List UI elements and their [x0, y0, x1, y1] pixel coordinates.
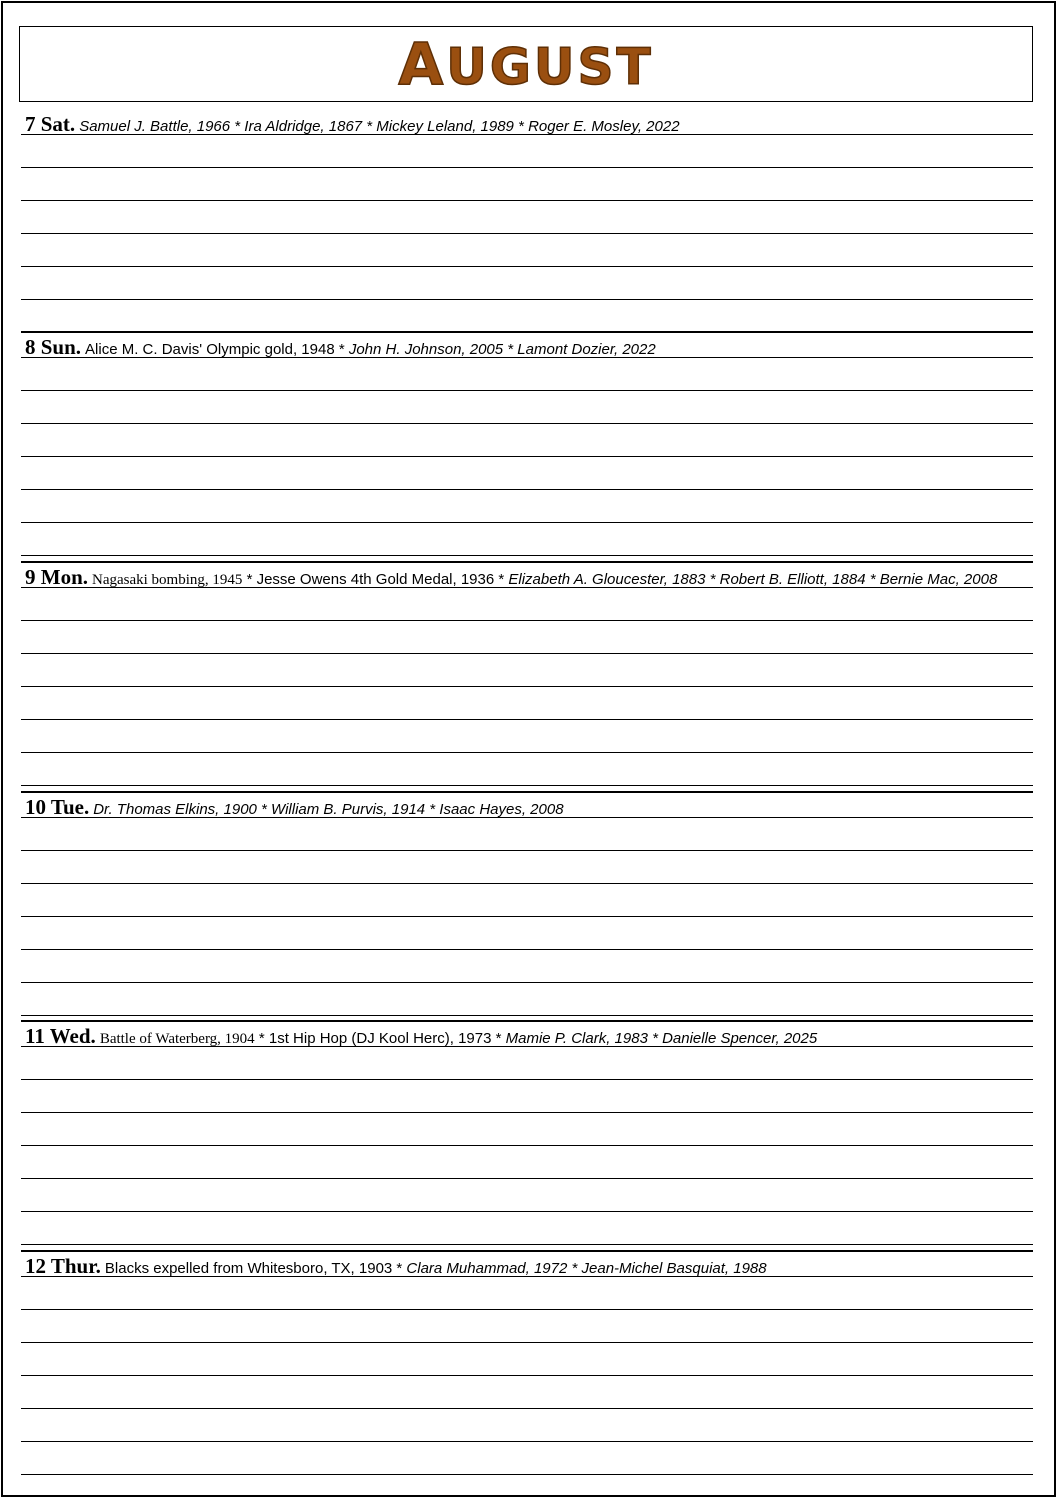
writing-line[interactable] — [21, 1079, 1033, 1080]
writing-line[interactable] — [21, 620, 1033, 621]
day-entry — [21, 1020, 1033, 1250]
event-text: * Jesse Owens 4th Gold Medal, 1936 * — [242, 571, 509, 588]
writing-line[interactable] — [21, 200, 1033, 201]
writing-line[interactable] — [21, 299, 1033, 300]
writing-line[interactable] — [21, 850, 1033, 851]
writing-line[interactable] — [21, 522, 1033, 523]
writing-line[interactable] — [21, 1112, 1033, 1113]
writing-line[interactable] — [21, 719, 1033, 720]
writing-line[interactable] — [21, 752, 1033, 753]
date-label: 10 Tue. — [25, 795, 90, 819]
writing-line[interactable] — [21, 1211, 1033, 1212]
month-header — [19, 26, 1033, 102]
date-label: 11 Wed. — [25, 1024, 96, 1048]
writing-line[interactable] — [21, 1408, 1033, 1409]
date-label: 9 Mon. — [25, 565, 88, 589]
event-text: * 1st Hip Hop (DJ Kool Herc), 1973 * — [254, 1030, 506, 1047]
date-label: 8 Sun. — [25, 335, 82, 359]
writing-line[interactable] — [21, 1342, 1033, 1343]
writing-line[interactable] — [21, 653, 1033, 654]
month-title-text: AUGUST — [398, 31, 654, 97]
day-entry — [21, 561, 1033, 791]
writing-line[interactable] — [21, 233, 1033, 234]
event-text: Nagasaki bombing, 1945 — [92, 572, 243, 588]
event-text: Samuel J. Battle, 1966 * Ira Aldridge, 1867 * Mickey Leland, 1989 * Roger E. Mosley, 2022 — [79, 118, 680, 135]
writing-line[interactable] — [21, 949, 1033, 950]
writing-line[interactable] — [21, 1244, 1033, 1245]
month-title — [356, 31, 696, 97]
event-text: Alice M. C. Davis' Olympic gold, 1948 * — [85, 341, 349, 358]
day-entry — [21, 331, 1033, 561]
writing-line[interactable] — [21, 390, 1033, 391]
event-text: Elizabeth A. Gloucester, 1883 * Robert B. Elliott, 1884 * Bernie Mac, 2008 — [508, 571, 998, 588]
date-label: 7 Sat. — [25, 112, 76, 136]
writing-line[interactable] — [21, 266, 1033, 267]
event-text: Mamie P. Clark, 1983 * Danielle Spencer, 2025 — [505, 1030, 818, 1047]
writing-line[interactable] — [21, 1474, 1033, 1475]
writing-line[interactable] — [21, 1309, 1033, 1310]
writing-line[interactable] — [21, 1015, 1033, 1016]
event-text: Dr. Thomas Elkins, 1900 * William B. Purvis, 1914 * Isaac Hayes, 2008 — [93, 801, 564, 818]
day-heading — [25, 1250, 1030, 1285]
day-heading — [25, 561, 1030, 597]
writing-line[interactable] — [21, 883, 1033, 884]
writing-line[interactable] — [21, 1375, 1033, 1376]
day-heading — [25, 108, 1030, 143]
event-text: John H. Johnson, 2005 * Lamont Dozier, 2022 — [348, 341, 656, 358]
writing-line[interactable] — [21, 982, 1033, 983]
writing-line[interactable] — [21, 167, 1033, 168]
event-text: Clara Muhammad, 1972 * Jean-Michel Basquiat, 1988 — [406, 1260, 767, 1277]
writing-line[interactable] — [21, 916, 1033, 917]
day-heading — [25, 1020, 1030, 1056]
writing-line[interactable] — [21, 423, 1033, 424]
event-text: Battle of Waterberg, 1904 — [99, 1031, 255, 1047]
writing-line[interactable] — [21, 1441, 1033, 1442]
writing-line[interactable] — [21, 489, 1033, 490]
writing-line[interactable] — [21, 686, 1033, 687]
day-heading — [25, 791, 1030, 826]
day-entry — [21, 108, 1033, 338]
date-label: 12 Thur. — [25, 1254, 101, 1278]
day-entry — [21, 1250, 1033, 1480]
day-heading — [25, 331, 1030, 366]
writing-line[interactable] — [21, 785, 1033, 786]
writing-line[interactable] — [21, 1145, 1033, 1146]
day-entry — [21, 791, 1033, 1021]
event-text: Blacks expelled from Whitesboro, TX, 1903 * — [104, 1260, 407, 1277]
writing-line[interactable] — [21, 456, 1033, 457]
writing-line[interactable] — [21, 1178, 1033, 1179]
writing-line[interactable] — [21, 555, 1033, 556]
